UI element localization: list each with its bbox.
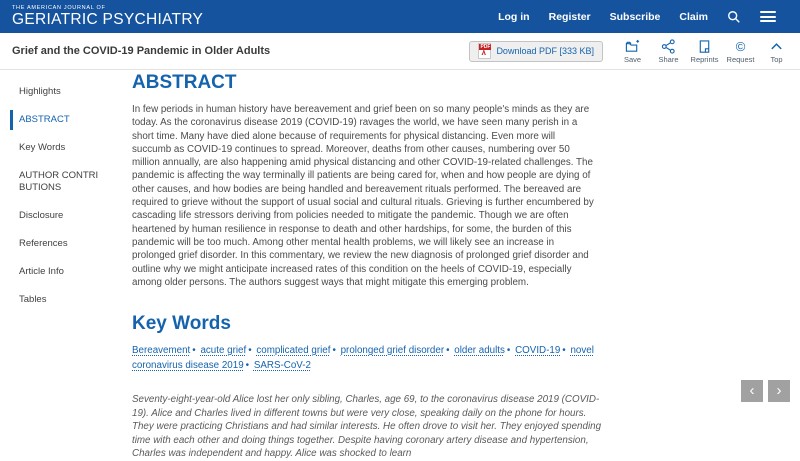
keywords-list bbox=[132, 344, 594, 373]
article-title: Grief and the COVID-19 Pandemic in Older Adults bbox=[12, 45, 271, 57]
article-toolbar bbox=[0, 33, 800, 70]
reprints-button[interactable] bbox=[689, 39, 720, 64]
keyword-separator: • bbox=[562, 345, 566, 357]
sidebar-item-tables[interactable]: Tables bbox=[19, 294, 47, 305]
back-to-top-button[interactable] bbox=[761, 39, 792, 64]
sidebar-item-disclosure[interactable]: Disclosure bbox=[19, 210, 64, 221]
keyword-link[interactable]: complicated grief bbox=[256, 345, 331, 357]
save-label: Save bbox=[623, 54, 642, 64]
request-button[interactable] bbox=[725, 39, 756, 64]
keyword-link[interactable]: COVID-19 bbox=[515, 345, 561, 357]
toolbar-actions bbox=[469, 39, 792, 64]
nav-login[interactable]: Log in bbox=[498, 10, 530, 23]
next-page-button[interactable]: › bbox=[768, 380, 790, 402]
case-vignette-paragraph: Seventy-eight-year-old Alice lost her only sibling, Charles, age 69, to the coronavirus disease 2019 (COVID-19). Alice and Charles lived in different towns but were very close, speaking daily on the phone for hours. They were practicing Christians and had similar interests. He often drove to visit her. They enjoyed spending time with each other and doing things together. Despite having coronary artery disease and hypertension, Charles was independent and happy. Alice was shocked to learn bbox=[132, 394, 602, 460]
nav-register[interactable]: Register bbox=[548, 10, 591, 23]
journal-name-large: GERIATRIC PSYCHIATRY bbox=[12, 11, 204, 28]
keyword-link[interactable]: acute grief bbox=[200, 345, 247, 357]
article-body bbox=[118, 70, 610, 461]
copyright-icon: © bbox=[735, 38, 746, 54]
sidebar-item-article-info[interactable]: Article Info bbox=[19, 266, 64, 277]
keyword-separator: • bbox=[248, 345, 252, 357]
download-pdf-button[interactable] bbox=[469, 41, 603, 62]
keyword-link[interactable]: novel coronavirus disease 2019 bbox=[132, 345, 594, 371]
sidebar-item-abstract[interactable]: ABSTRACT bbox=[10, 110, 100, 130]
keyword-separator: • bbox=[245, 359, 250, 371]
share-icon bbox=[661, 39, 676, 54]
keyword-link[interactable]: older adults bbox=[454, 345, 505, 357]
pdf-file-icon: PDF λ bbox=[480, 44, 491, 57]
save-button[interactable] bbox=[617, 39, 648, 64]
sidebar-item-author-contributions[interactable]: AUTHOR CONTRIBUTIONS bbox=[19, 170, 99, 193]
sidebar-item-references[interactable]: References bbox=[19, 238, 68, 249]
keyword-separator: • bbox=[192, 345, 196, 357]
top-label: Top bbox=[770, 54, 783, 64]
keyword-separator: • bbox=[506, 345, 511, 357]
header-nav bbox=[498, 9, 776, 25]
nav-claim[interactable]: Claim bbox=[679, 10, 708, 23]
journal-name-small: THE AMERICAN JOURNAL OF bbox=[12, 4, 106, 11]
sidebar-item-highlights[interactable]: Highlights bbox=[19, 86, 61, 97]
keyword-link[interactable]: Bereavement bbox=[132, 345, 191, 357]
keyword-link[interactable]: SARS-CoV-2 bbox=[253, 359, 311, 371]
abstract-heading: ABSTRACT bbox=[132, 72, 237, 93]
save-folder-icon bbox=[625, 39, 640, 54]
keyword-separator: • bbox=[446, 345, 450, 357]
download-pdf-label: Download PDF [333 KB] bbox=[496, 46, 594, 56]
share-label: Share bbox=[658, 54, 679, 64]
keyword-link[interactable]: prolonged grief disorder bbox=[340, 345, 445, 357]
sidebar-item-key-words[interactable]: Key Words bbox=[19, 142, 66, 153]
share-button[interactable] bbox=[653, 39, 684, 64]
page-nav bbox=[741, 380, 790, 402]
menu-icon[interactable] bbox=[760, 9, 776, 25]
reprints-label: Reprints bbox=[690, 54, 719, 64]
chevron-up-icon bbox=[769, 39, 784, 54]
keywords-heading: Key Words bbox=[132, 313, 231, 335]
request-label: Request bbox=[726, 54, 755, 64]
prev-page-button[interactable]: ‹ bbox=[741, 380, 763, 402]
keyword-separator: • bbox=[332, 345, 336, 357]
article-outline-sidebar bbox=[0, 70, 118, 318]
search-icon[interactable] bbox=[727, 10, 741, 24]
site-header bbox=[0, 0, 800, 33]
abstract-paragraph: In few periods in human history have bereavement and grief been on so many people's minds as they are today. As the coronavirus disease 2019 (COVID-19) ravages the world, we have seen many perish in a short time. Many have died alone because of requirements for physical distancing. Even more will succumb as COVID-19 continues to spread. Moreover, deaths from other causes, numbering over 50 million annually, are also happening amid physical distancing and other COVID-19-related challenges. The pandemic is affecting the way terminally ill patients are being cared for, when and how people are dying of other causes, and how bodies are being handled and bereavement rituals performed. The bereaved are required to grieve without the support of usual social and cultural rituals. Grieving is further encumbered by cascading life stressors deriving from policies needed to mitigate the pandemic. Though we are often heartened by human resilience in response to death and other hardships, for some, the burden of this pandemic will be too much. Among other mental health problems, we will likely see an increase in prolonged grief disorder. In this commentary, we review the new diagnosis of prolonged grief disorder and outline why we might anticipate increased rates of this condition on the heels of COVID-19, especially among older persons. The authors suggest ways that might mitigate this emerging problem. bbox=[132, 104, 594, 288]
journal-logo[interactable] bbox=[12, 6, 203, 28]
reprints-document-icon bbox=[697, 39, 712, 54]
content-area bbox=[0, 70, 800, 461]
nav-subscribe[interactable]: Subscribe bbox=[609, 10, 661, 23]
